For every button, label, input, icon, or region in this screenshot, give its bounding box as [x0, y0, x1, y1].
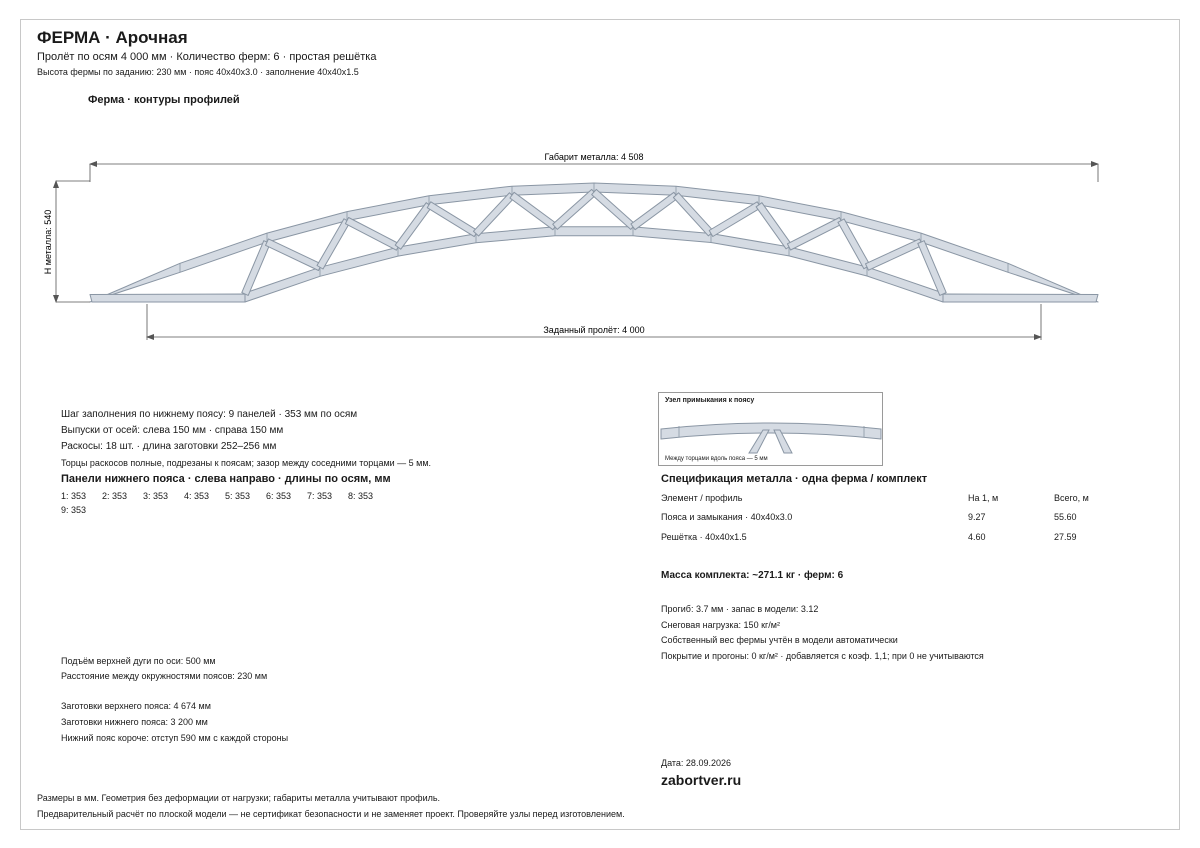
- page-title: ФЕРМА · Арочная: [37, 28, 188, 47]
- page-subtitle: Пролёт по осям 4 000 мм · Количество ферм: 6 · простая решётка: [37, 51, 377, 63]
- node-detail-title: Узел примыкания к поясу: [665, 397, 755, 404]
- dim-metal-height: [43, 181, 90, 302]
- panel-6: 6: 353: [266, 491, 292, 501]
- spec-row-1-element: Пояса и замыкания · 40x40x3.0: [661, 512, 793, 522]
- web-brace-10: [592, 189, 636, 229]
- spec-row-1-total: 55.60: [1054, 512, 1077, 522]
- web-brace-2: [266, 239, 322, 271]
- date: Дата: 28.09.2026: [661, 758, 731, 768]
- dim-span-label: Заданный пролёт: 4 000: [543, 325, 645, 335]
- spec-title: Спецификация металла · одна ферма / комплект: [661, 473, 928, 485]
- page-subtitle-2: Высота фермы по заданию: 230 мм · пояс 40x40x3.0 · заполнение 40x40x1.5: [37, 67, 359, 77]
- footer-note-1: Размеры в мм. Геометрия без деформации от нагрузки; габариты металла учитывают профиль.: [37, 793, 441, 803]
- web-brace-9: [553, 189, 597, 229]
- web-brace-8: [510, 192, 557, 229]
- web-brace-11: [631, 192, 678, 229]
- top-chord: [90, 183, 1098, 302]
- panels-title: Панели нижнего пояса · слева направо · длины по осям, мм: [61, 473, 391, 485]
- spec-row-2-per-one: 4.60: [968, 532, 986, 542]
- panel-5: 5: 353: [225, 491, 251, 501]
- spec-row-1-per-one: 9.27: [968, 512, 986, 522]
- offsets: Выпуски от осей: слева 150 мм · справа 150 мм: [61, 425, 284, 436]
- spec-snow: Снеговая нагрузка: 150 кг/м²: [661, 620, 780, 630]
- spec-row-2-element: Решётка · 40x40x1.5: [661, 532, 747, 542]
- top-blanks: Заготовки верхнего пояса: 4 674 мм: [61, 701, 211, 711]
- rise: Подъём верхней дуги по оси: 500 мм: [61, 656, 216, 666]
- spec-mass: Масса комплекта: ~271.1 кг · ферм: 6: [661, 570, 844, 581]
- bottom-chord: [245, 227, 943, 302]
- fill-step: Шаг заполнения по нижнему поясу: 9 панелей · 353 мм по осям: [61, 409, 358, 420]
- braces: Раскосы: 18 шт. · длина заготовки 252–256 мм: [61, 441, 277, 452]
- footer-note-2: Предварительный расчёт по плоской модели — не сертификат безопасности и не заменяет проект. Проверяйте узлы перед изготовлением.: [37, 809, 625, 819]
- web-brace-4: [345, 218, 399, 251]
- bottom-blanks: Заготовки нижнего пояса: 3 200 мм: [61, 717, 208, 727]
- web-brace-6: [427, 202, 478, 237]
- dim-metal-height-label: Н металла: 540: [43, 209, 53, 275]
- panel-2: 2: 353: [102, 491, 128, 501]
- panel-9: 9: 353: [61, 505, 87, 515]
- web-brace-13: [709, 202, 761, 237]
- panel-1: 1: 353: [61, 491, 87, 501]
- truss-profiles: [90, 183, 1098, 302]
- right-bottom-strip: [943, 294, 1098, 302]
- spec-deflection: Прогиб: 3.7 мм · запас в модели: 3.12: [661, 604, 819, 614]
- panel-7: 7: 353: [307, 491, 333, 501]
- dim-metal-width-label: Габарит металла: 4 508: [544, 152, 644, 162]
- bottom-short: Нижний пояс короче: отступ 590 мм с каждой стороны: [61, 733, 289, 743]
- panel-8: 8: 353: [348, 491, 374, 501]
- ends-note: Торцы раскосов полные, подрезаны к поясам; зазор между соседними торцами — 5 мм.: [61, 458, 432, 468]
- node-detail-inset: [658, 392, 883, 466]
- spec-header-per-one: На 1, м: [968, 493, 999, 503]
- dim-metal-width: [90, 152, 1098, 182]
- spec-roof: Покрытие и прогоны: 0 кг/м² · добавляется с коэф. 1,1; при 0 не учитываются: [661, 651, 984, 661]
- spec-row-2-total: 27.59: [1054, 532, 1077, 542]
- left-bottom-strip: [90, 294, 245, 302]
- web-brace-17: [866, 239, 923, 270]
- spec-header-element: Элемент / профиль: [661, 493, 743, 503]
- drawing-section-title: Ферма · контуры профилей: [88, 94, 240, 106]
- web-brace-15: [787, 218, 842, 251]
- panel-4: 4: 353: [184, 491, 210, 501]
- spec-header-total: Всего, м: [1054, 493, 1089, 503]
- brand-link[interactable]: zabortver.ru: [661, 772, 742, 788]
- dim-span: [147, 304, 1041, 340]
- node-detail-note: Между торцами вдоль пояса — 5 мм: [665, 456, 768, 462]
- panel-3: 3: 353: [143, 491, 169, 501]
- spec-self-weight: Собственный вес фермы учтён в модели автоматически: [661, 635, 898, 645]
- distance: Расстояние между окружностями поясов: 230 мм: [61, 671, 268, 681]
